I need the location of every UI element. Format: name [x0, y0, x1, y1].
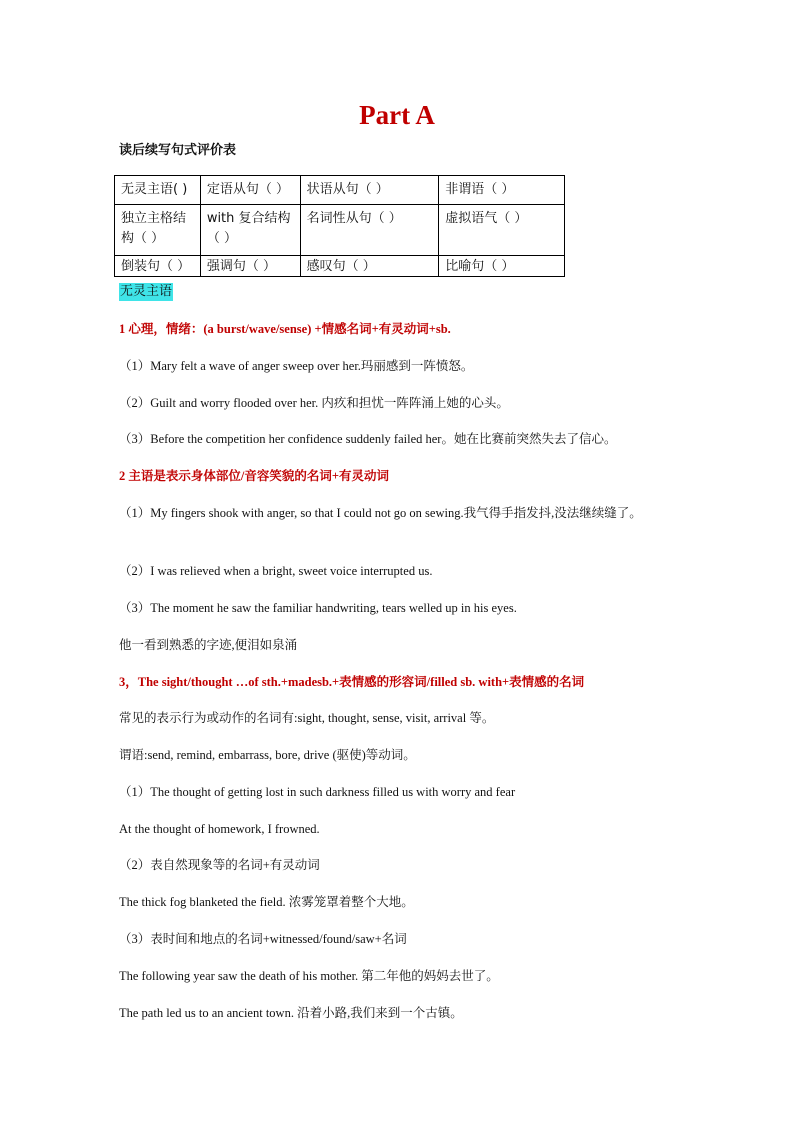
example-sentence: （3）The moment he saw the familiar handwriting, tears welled up in his eyes. — [119, 601, 517, 615]
table-cell: 非谓语（ ） — [439, 176, 565, 205]
table-cell: 感叹句（ ） — [300, 256, 439, 277]
table-caption: 读后续写句式评价表 — [119, 143, 237, 158]
table-row — [115, 256, 565, 277]
example-sentence: （3）Before the competition her confidence suddenly failed her。她在比赛前突然失去了信心。 — [119, 432, 617, 446]
note-line: 常见的表示行为或动作的名词有:sight, thought, sense, visit, arrival 等。 — [119, 711, 495, 725]
section-heading-3: 3，The sight/thought …of sth.+madesb.+表情感的形容词/filled sb. with+表情感的名词 — [119, 675, 585, 689]
table-cell: 强调句（ ） — [200, 256, 300, 277]
table-row — [115, 176, 565, 205]
example-sentence: The following year saw the death of his mother. 第二年他的妈妈去世了。 — [119, 969, 499, 983]
section-heading-1: 1 心理，情绪：(a burst/wave/sense) +情感名词+有灵动词+sb. — [119, 322, 451, 336]
sentence-evaluation-table — [114, 175, 565, 277]
example-sentence: （1）Mary felt a wave of anger sweep over her.玛丽感到一阵愤怒。 — [119, 359, 474, 373]
subheading-line: （3）表时间和地点的名词+witnessed/found/saw+名词 — [119, 932, 407, 946]
example-sentence: The thick fog blanketed the field. 浓雾笼罩着整个大地。 — [119, 895, 414, 909]
page-title: Part A — [359, 100, 435, 130]
example-sentence: （2）I was relieved when a bright, sweet voice interrupted us. — [119, 564, 433, 578]
table-cell: 倒装句（ ） — [115, 256, 201, 277]
table-cell: 名词性从句（ ） — [300, 205, 439, 256]
translation-line: 他一看到熟悉的字迹,便泪如泉涌 — [119, 638, 298, 652]
section-heading-2: 2 主语是表示身体部位/音容笑貌的名词+有灵动词 — [119, 469, 389, 483]
example-sentence: （1）My fingers shook with anger, so that I could not go on sewing.我气得手指发抖,没法继续缝了。 — [119, 506, 642, 520]
table-row — [115, 205, 565, 256]
example-sentence: （2）Guilt and worry flooded over her. 内疚和担忧一阵阵涌上她的心头。 — [119, 396, 509, 410]
example-sentence: The path led us to an ancient town. 沿着小路,我们来到一个古镇。 — [119, 1006, 463, 1020]
table-cell: with 复合结构（ ） — [200, 205, 300, 256]
example-sentence: At the thought of homework, I frowned. — [119, 822, 320, 836]
table-cell: 状语从句（ ） — [300, 176, 439, 205]
table-cell: 定语从句（ ） — [200, 176, 300, 205]
note-line: 谓语:send, remind, embarrass, bore, drive (驱使)等动词。 — [119, 748, 416, 762]
table-cell: 独立主格结构（ ） — [115, 205, 201, 256]
table-cell: 比喻句（ ） — [439, 256, 565, 277]
example-sentence: （1）The thought of getting lost in such darkness filled us with worry and fear — [119, 785, 516, 799]
table-cell: 虚拟语气（ ） — [439, 205, 565, 256]
table-cell: 无灵主语( ) — [115, 176, 201, 205]
subheading-line: （2）表自然现象等的名词+有灵动词 — [119, 858, 320, 872]
highlighted-section-heading: 无灵主语 — [120, 284, 173, 299]
